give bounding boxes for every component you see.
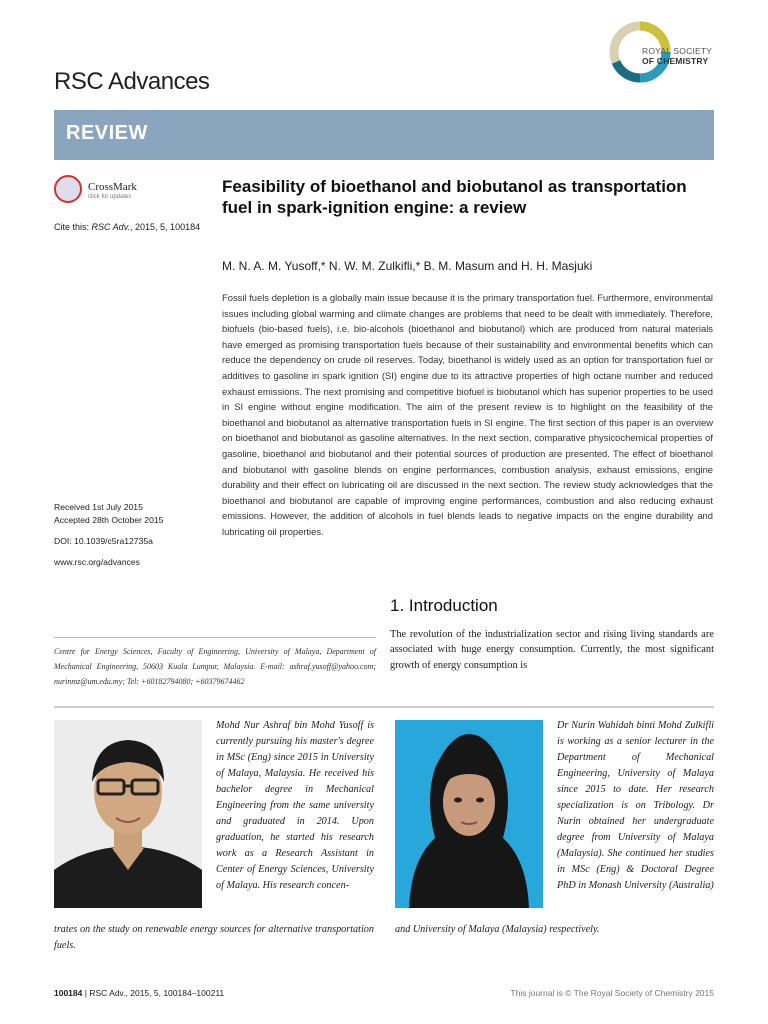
publisher-logo[interactable]	[612, 20, 732, 84]
author-bio: Dr Nurin Wahidah binti Mohd Zulkifli is working as a senior lecturer in the Department of Mechanical Engineering, University of Malaya since 2015 to date. Her research specialization is on Tribology. Dr Nurin obtained her undergraduate degree from University of Malaya (Malaysia). She continued her studies in MSc (Eng) & Doctoral Degree PhD in Monash University (Australia)	[557, 720, 714, 891]
logo-line2: OF CHEMISTRY	[642, 56, 709, 66]
doi-link[interactable]: DOI: 10.1039/c5ra12735a	[54, 536, 153, 546]
author-bio-continued: and University of Malaya (Malaysia) respectively.	[395, 924, 600, 935]
received-date: Received 1st July 2015	[54, 502, 143, 512]
author-bio-continued: trates on the study on renewable energy sources for alternative transportation fuels.	[54, 924, 374, 951]
article-type-banner	[54, 110, 714, 160]
intro-paragraph: The revolution of the industrialization sector and rising living standards are associated with huge energy consumption. Currently, the most significant growth of energy consumption is	[390, 629, 714, 671]
accepted-date: Accepted 28th October 2015	[54, 515, 164, 525]
crossmark-badge[interactable]	[54, 175, 154, 207]
logo-line1: ROYAL SOCIETY	[642, 46, 713, 56]
article-type-label: REVIEW	[66, 122, 148, 144]
article-authors: M. N. A. M. Yusoff,* N. W. M. Zulkifli,* B. M. Masum and H. H. Masjuki	[222, 259, 593, 273]
section-heading: 1. Introduction	[390, 596, 498, 615]
abstract: Fossil fuels depletion is a globally main issue because it is the primary transportation fuel. Furthermore, environmental issues including global warming and climate changes are problems that need to be dealt with immediately. Therefore, biofuels (bio-based fuels), i.e. bio-alcohols (bioethanol and biobutanol) which are produced from natural materials have emerged as promising transportation fuels because of their sustainability and environmental benefits which can reduce the dependency on crude oil reserves. Today, bioethanol is widely used as an option for transportation fuel or additives to gasoline in spark ignition (SI) engine due to its attractive properties of high octane number and reduced exhaust emissions. The next promising and competitive biofuel is biobutanol which has superior properties to be used in SI engine without engine modification. The aim of the present review is to highlight on the feasibility of the bioethanol and biobutanol as alternative transportation fuels in SI engine. The first section of this paper is an overview on bioethanol and biobutanol as gasoline alternatives. In the next section, comparative physicochemical properties of gasoline, bioethanol and biobutanol and their potential sources of production are presented. The effect of bioethanol and biobutanol with gasoline blends on engine performances, combustion analysis, exhaust emissions, engine durability and their effect on lubricating oil are discussed in the next section. The review study acknowledges that the bioethanol and biobutanol are capable of improving engine performances, combustion and also reducing exhaust emissions. However, the addition of alcohols in fuel blends leads to negative impacts on the engine durability and lubricating oil properties.	[222, 292, 713, 537]
crossmark-sublabel: click for updates	[88, 194, 132, 200]
author-photo-yusoff	[54, 720, 202, 908]
divider	[54, 637, 376, 638]
author-photo-zulkifli	[395, 720, 543, 908]
divider	[54, 706, 714, 708]
affiliation: Centre for Energy Sciences, Faculty of Engineering, University of Malaya, Department of Mechanical Engineering, 50603 Kuala Lumpur, Malaysia. E-mail: ashraf.yusoff@yahoo.com; nurinmz@um.edu.my; Tel: +60182794080; +60379674462	[54, 647, 376, 686]
article-title: Feasibility of bioethanol and biobutanol as transportation fuel in spark-ignition engine: a review	[222, 177, 687, 217]
crossmark-label: CrossMark	[88, 181, 137, 193]
journal-name: RSC Advances	[54, 68, 210, 95]
cite-this: Cite this: RSC Adv., 2015, 5, 100184	[54, 222, 201, 232]
crossmark-icon	[54, 175, 82, 203]
footer-copyright: This journal is © The Royal Society of Chemistry 2015	[510, 988, 714, 998]
author-bio: Mohd Nur Ashraf bin Mohd Yusoff is currently pursuing his master's degree in MSc (Eng) since 2015 in University of Malaya, Malaysia. He received his bachelor degree in Mechanical Engineering from the same university and graduated in 2014. Upon graduation, he started his research work as a Research Assistant in Center of Energy Sciences, University of Malaya. His research concen-	[216, 720, 374, 891]
journal-url-link[interactable]: www.rsc.org/advances	[54, 557, 140, 567]
footer-citation: 100184 | RSC Adv., 2015, 5, 100184–100211	[54, 988, 225, 998]
